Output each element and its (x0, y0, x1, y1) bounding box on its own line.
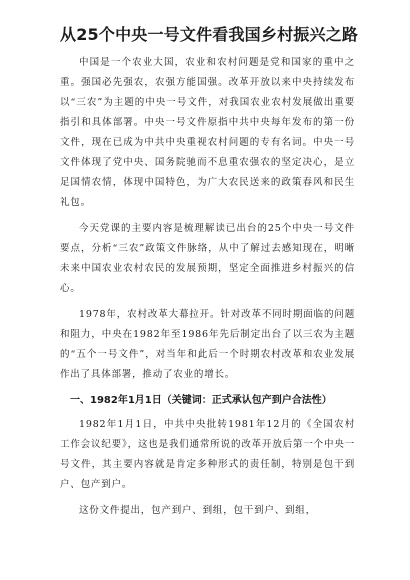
paragraph-reform-1978: 1978年，农村改革大幕拉开。针对改革不同时期面临的问题和阻力，中央在1982年至1986年先后制定出台了以三农为主题的“五个一号文件”，对当年和此后一个时期农村改革和农业发展作出了具体部署，推动了农业的增长。 (60, 309, 355, 380)
paragraph-1982-content: 这份文件提出，包产到户、到组，包干到户、到组， (79, 505, 316, 516)
document-title: 从25个中央一号文件看我国乡村振兴之路 (60, 25, 359, 44)
paragraph-1982-document: 1982年1月1日，中共中央批转1981年12月的《全国农村工作会议纪要》，这也是我们通常所说的改革开放后第一个中央一号文件，其主要内容就是肯定多种形式的责任制，特别是包干到户、包产到户。 (60, 419, 355, 490)
paragraph-lesson-overview: 今天党课的主要内容是梳理解读已出台的25个中央一号文件要点，分析“三农”政策文件脉络，从中了解过去感知现在，明晰未来中国农业农村农民的发展预期，坚定全面推进乡村振兴的信心。 (60, 223, 355, 294)
document-page (60, 14, 359, 527)
paragraph-intro: 中国是一个农业大国，农业和农村问题是党和国家的重中之重。强国必先强农，农强方能国强。改革开放以来中央持续发布以“三农”为主题的中央一号文件，对我国农业农村发展做出重要指引和具体部署。中央一号文件原指中共中央每年发布的第一份文件，现在已成为中共中央重视农村问题的专有名词。中央一号文件体现了党中央、国务院驰而不息重农强农的坚定决心，是立足国情农情，体现中国特色，为广大农民送来的政策春风和民生礼包。 (60, 57, 355, 208)
section-heading: 一、1982年1月1日（关键词：正式承认包产到户合法性） (70, 395, 332, 406)
